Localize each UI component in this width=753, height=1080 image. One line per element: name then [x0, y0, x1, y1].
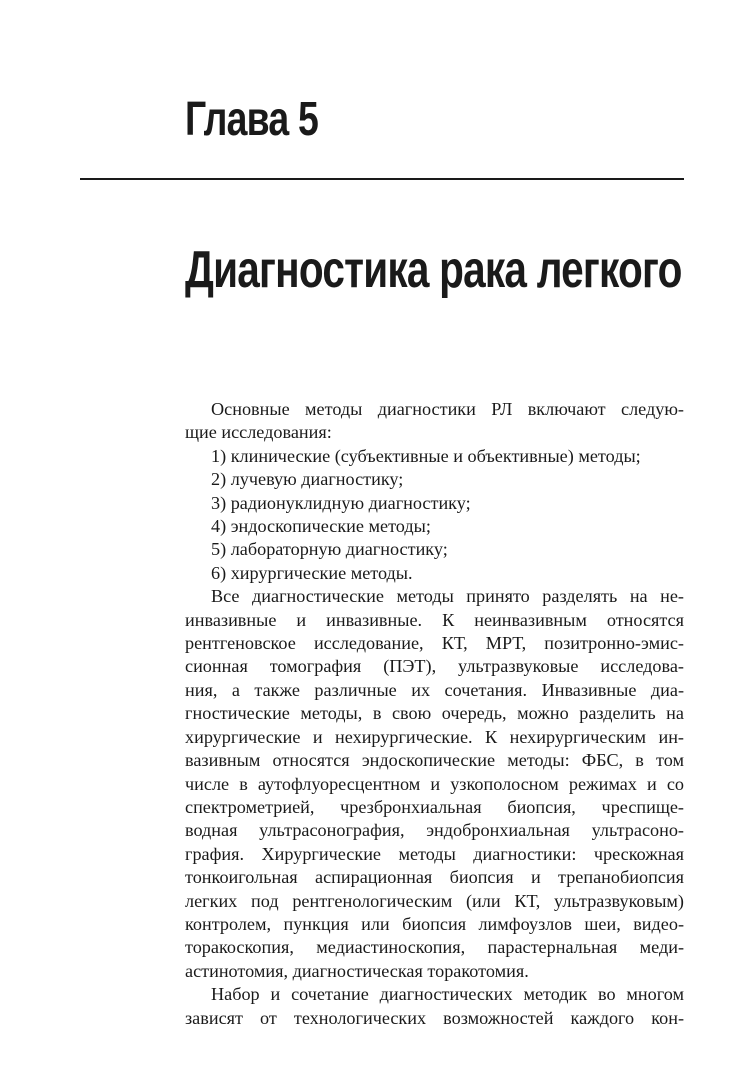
- text-line: сионная томография (ПЭТ), ультразвуковые исследова-: [185, 656, 684, 677]
- text-line: зависят от технологических возможностей каждого кон-: [185, 1007, 684, 1028]
- body-text: [185, 398, 684, 1030]
- text-line: Основные методы диагностики РЛ включают следую-: [211, 399, 684, 419]
- text-line: ния, а также различные их сочетания. Инвазивные диа-: [185, 679, 684, 700]
- chapter-number: Глава 5: [185, 93, 319, 146]
- chapter-divider: [80, 178, 684, 180]
- intro-paragraph: [185, 398, 684, 445]
- text-line: Набор и сочетание диагностических методик во многом: [211, 984, 684, 1005]
- chapter-title: Диагностика рака легкого: [185, 241, 682, 299]
- text-line: спектрометрией, чрезбронхиальная биопсия, чреспище-: [185, 796, 684, 817]
- text-line: водная ультрасонография, эндобронхиальная ультрасоно-: [185, 820, 684, 841]
- list-item: 4) эндоскопические методы;: [211, 516, 431, 537]
- text-line: Все диагностические методы принято разделять на не-: [211, 586, 684, 607]
- methods-list: [185, 445, 684, 585]
- text-line: числе в аутофлуоресцентном и узкополосном режимах и со: [185, 773, 684, 794]
- text-line: инвазивные и инвазивные. К неинвазивным относятся: [185, 609, 684, 630]
- text-line: рентгеновское исследование, КТ, МРТ, позитронно-эмис-: [185, 633, 684, 654]
- text-line: астинотомия, диагностическая торакотомия.: [185, 960, 529, 981]
- text-line: контролем, пункция или биопсия лимфоузлов шеи, видео-: [185, 913, 684, 934]
- list-item: 5) лабораторную диагностику;: [211, 539, 448, 560]
- list-item: 1) клинические (субъективные и объективные) методы;: [211, 445, 641, 466]
- text-line: графия. Хирургические методы диагностики: чрескожная: [185, 843, 684, 864]
- text-line: хирургические и нехирургические. К нехирургическим ин-: [185, 726, 684, 747]
- text-line: вазивным относятся эндоскопические методы: ФБС, в том: [185, 750, 684, 771]
- list-item: 3) радионуклидную диагностику;: [211, 492, 471, 513]
- methods-classification-paragraph: [185, 585, 684, 983]
- diagnostic-set-paragraph: [185, 983, 684, 1030]
- text-line: тонкоигольная аспирационная биопсия и трепанобиопсия: [185, 867, 684, 888]
- text-line: торакоскопия, медиастиноскопия, парастернальная меди-: [185, 937, 684, 958]
- text-line: легких под рентгенологическим (или КТ, ультразвуковым): [185, 890, 684, 911]
- text-line: гностические методы, в свою очередь, можно разделить на: [185, 703, 684, 724]
- text-line: щие исследования:: [185, 422, 332, 443]
- list-item: 6) хирургические методы.: [211, 562, 413, 583]
- list-item: 2) лучевую диагностику;: [211, 469, 404, 490]
